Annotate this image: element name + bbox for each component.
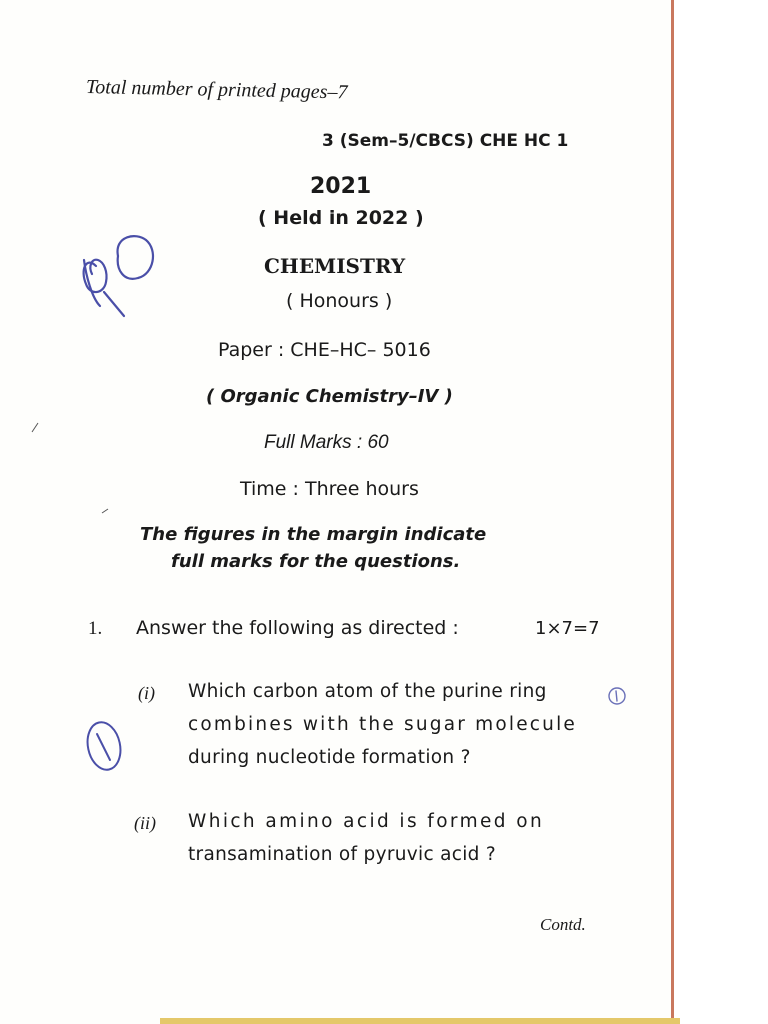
subquestion-label: (ii) [134, 813, 156, 833]
question-marks: 1×7=7 [535, 618, 600, 639]
subquestion-label: (i) [138, 683, 155, 703]
question-text: Answer the following as directed : [136, 617, 459, 639]
page-margin [672, 0, 768, 1024]
pen-speck [100, 504, 112, 516]
pen-speck [30, 420, 42, 434]
subquestion-line: transamination of pyruvic acid ? [188, 844, 497, 865]
bottom-strip [160, 1018, 680, 1024]
time-allowed: Time : Three hours [240, 478, 419, 500]
handwritten-tick-mark [605, 684, 629, 708]
subject-title: CHEMISTRY [264, 254, 406, 278]
page-edge-line [671, 0, 674, 1024]
full-marks: Full Marks : 60 [264, 432, 389, 453]
exam-year: 2021 [310, 174, 372, 199]
paper-code: 3 (Sem–5/CBCS) CHE HC 1 [322, 131, 569, 151]
subquestion-line: Which amino acid is formed on [188, 811, 545, 832]
handwritten-score-mark [74, 226, 166, 322]
question-number: 1. [88, 618, 103, 639]
subquestion-line: Which carbon atom of the purine ring [188, 681, 547, 702]
printed-pages-note: Total number of printed pages–7 [85, 76, 348, 104]
subquestion-line: combines with the sugar molecule [188, 714, 578, 735]
instruction-line-1: The figures in the margin indicate [140, 524, 487, 545]
handwritten-margin-mark [82, 716, 126, 776]
continued-note: Contd. [540, 915, 586, 934]
paper-title: ( Organic Chemistry–IV ) [206, 386, 453, 407]
subquestion-line: during nucleotide formation ? [188, 747, 471, 768]
paper-number: Paper : CHE–HC– 5016 [218, 339, 431, 361]
held-year: ( Held in 2022 ) [258, 207, 424, 229]
instruction-line-2: full marks for the questions. [171, 551, 461, 572]
stream-label: ( Honours ) [286, 290, 393, 312]
